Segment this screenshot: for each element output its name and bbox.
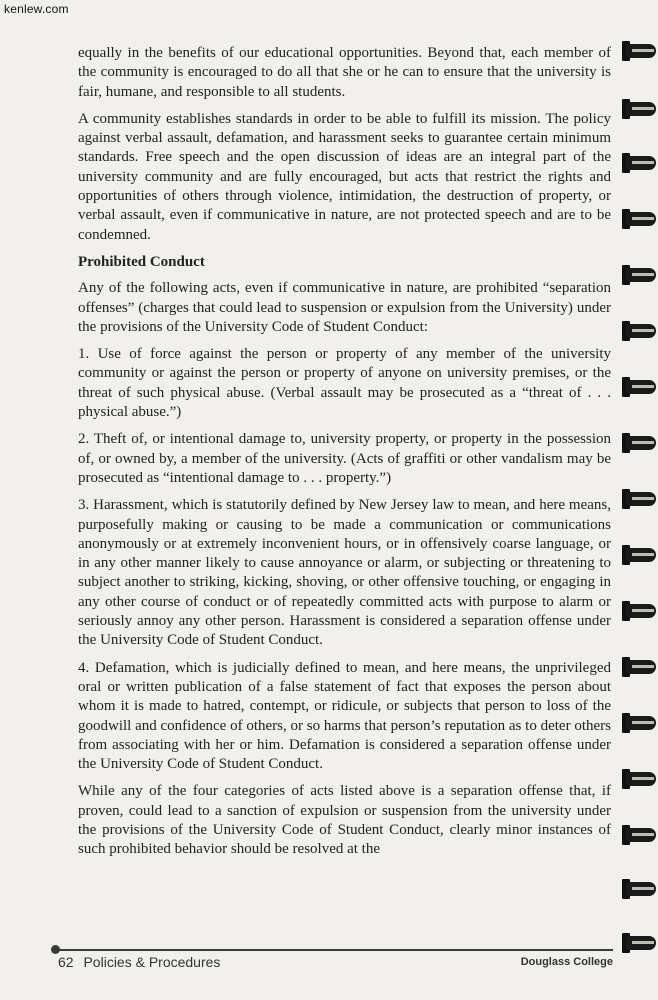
spiral-ring — [620, 766, 656, 792]
page-body — [78, 44, 611, 868]
spiral-ring — [620, 150, 656, 176]
section-name: Policies & Procedures — [83, 954, 221, 970]
list-item-defamation: 4. Defamation, which is judicially defined to mean, and here means, the unprivileged oral or written publication of a false statement of fact that exposes the person about whom it is made to hatred, contempt, or ridicule, or subjects that person to loss of the goodwill and confidence of others, or so harms that person’s reputation as to deter others from associating with her or him. Defamation is considered a separation offense under the University Code of Student Conduct. — [78, 659, 611, 773]
paragraph-prohibited-intro: Any of the following acts, even if communicative in nature, are prohibited “separation offenses” (charges that could lead to suspension or expulsion from the University) under the provisions of the University Code of Student Conduct: — [78, 280, 611, 335]
list-item-harassment: 3. Harassment, which is statutorily defined by New Jersey law to mean, and here means, purposefully making or causing to be made a communication or communications anonymously or at extremely inconvenient hours, or in offensively coarse language, or in any other manner likely to cause annoyance or alarm, or subjecting or threatening to subject another to striking, kicking, shoving, or other offensive touching, or engaging in any other course of conduct or of repeatedly committed acts with purpose to alarm or seriously annoy any other person. Harassment is considered a separation offense under the University Code of Student Conduct. — [78, 497, 611, 649]
spiral-ring — [620, 876, 656, 902]
spiral-ring — [620, 430, 656, 456]
watermark: kenlew.com — [4, 2, 69, 16]
spiral-ring — [620, 654, 656, 680]
spiral-ring — [620, 710, 656, 736]
spiral-ring — [620, 542, 656, 568]
spiral-ring — [620, 318, 656, 344]
spiral-ring — [620, 206, 656, 232]
spiral-ring — [620, 822, 656, 848]
spiral-ring — [620, 598, 656, 624]
paragraph-closing: While any of the four categories of acts listed above is a separation offense that, if proven, could lead to a sanction of expulsion or suspension from the university under the provisions of the University Code of Student Conduct, clearly minor instances of such prohibited behavior should be resolved at the — [78, 783, 611, 858]
page-number: 62 — [58, 954, 74, 970]
spiral-ring — [620, 930, 656, 956]
section-heading: Prohibited Conduct — [78, 253, 205, 270]
spiral-ring — [620, 486, 656, 512]
spiral-ring — [620, 374, 656, 400]
list-item-use-of-force: 1. Use of force against the person or property of any member of the university community or against the person or property of anyone on university premises, or the threat of such physical abuse. (Verbal assault may be prosecuted as a “threat of . . . physical abuse.”) — [78, 346, 611, 421]
list-item-theft: 2. Theft of, or intentional damage to, university property, or property in the possession of, or owned by, a member of the university. (Acts of graffiti or other vandalism may be prosecuted as “intentional damage to . . . property.”) — [78, 431, 611, 486]
footer-divider — [55, 949, 613, 951]
paragraph-intro-continued: equally in the benefits of our educational opportunities. Beyond that, each member of the community is encouraged to do all that she or he can to ensure that the university is fair, humane, and responsible to all students. — [78, 45, 611, 100]
spiral-ring — [620, 96, 656, 122]
publisher-name: Douglass College — [520, 956, 613, 968]
spiral-ring — [620, 262, 656, 288]
spiral-binding — [620, 0, 658, 1000]
paragraph-community-standards: A community establishes standards in order to be able to fulfill its mission. The policy against verbal assault, defamation, and harassment seeks to guarantee certain minimum standards. Free speech and the open discussion of ideas are an integral part of the university community and are fully encouraged, but acts that restrict the rights and opportunities of others through violence, intimidation, the destruction of property, or verbal assault, even if communicative in nature, are not protected speech and are to be condemned. — [78, 110, 611, 243]
footer-left — [58, 954, 220, 970]
spiral-ring — [620, 38, 656, 64]
